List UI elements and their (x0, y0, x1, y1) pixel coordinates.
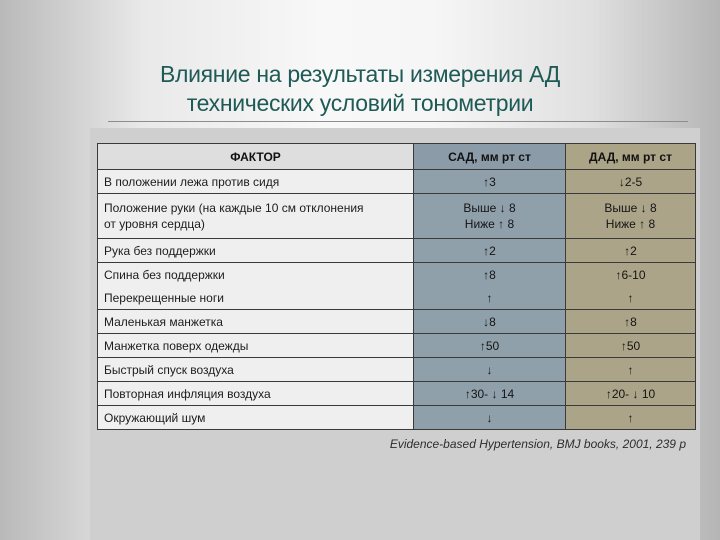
sad-value: ↓ (486, 362, 493, 377)
factor-text: В положении лежа против сидя (104, 174, 280, 189)
dad-cell (566, 310, 696, 334)
table-row (98, 170, 696, 194)
sad-value: ↑8 (483, 267, 496, 282)
dad-cell (566, 406, 696, 430)
sad-value: ↓ (486, 410, 493, 425)
sad-cell (414, 406, 566, 430)
table-row (98, 406, 696, 430)
dad-value: ↑ (627, 410, 634, 425)
factor-cell (98, 194, 414, 239)
factor-cell (98, 406, 414, 430)
header-sad: САД, мм рт ст (414, 144, 566, 170)
factor-text: Быстрый спуск воздуха (104, 362, 234, 377)
dad-value: ↑ (627, 362, 634, 377)
dad-value: ↑2 (624, 243, 637, 258)
factor-cell (98, 239, 414, 263)
factor-cell (98, 170, 414, 194)
sad-cell (414, 239, 566, 263)
sad-cell (414, 358, 566, 382)
table-row (98, 286, 696, 310)
dad-value: ↑ (627, 290, 634, 305)
dad-cell (566, 239, 696, 263)
factor-text: Повторная инфляция воздуха (104, 386, 271, 401)
sad-cell (414, 194, 566, 239)
table-header-row (98, 144, 696, 170)
factor-cell (98, 382, 414, 406)
sad-value: ↑3 (483, 174, 496, 189)
dad-cell (566, 334, 696, 358)
dad-cell (566, 194, 696, 239)
factor-cell (98, 358, 414, 382)
slide-title-line-1: Влияние на результаты измерения АД (159, 61, 561, 87)
sad-cell (414, 170, 566, 194)
dad-value: ↑6-10 (615, 267, 646, 282)
table-row (98, 194, 696, 239)
table-row (98, 382, 696, 406)
dad-value: ↑20- ↓ 10 (605, 386, 656, 401)
dad-cell (566, 170, 696, 194)
source-citation: Evidence-based Hypertension, BMJ books, 2001, 239 p (389, 437, 686, 451)
header-dad: ДАД, мм рт ст (566, 144, 696, 170)
factor-text: Спина без поддержки (104, 267, 225, 282)
dad-value: Выше ↓ 8 (604, 201, 657, 215)
sad-cell (414, 334, 566, 358)
sad-value: ↓8 (483, 314, 496, 329)
factor-cell (98, 286, 414, 310)
factor-cell (98, 263, 414, 287)
table-row (98, 263, 696, 287)
sad-value: Выше ↓ 8 (463, 201, 516, 215)
sad-value: ↑30- ↓ 14 (464, 386, 515, 401)
dad-cell (566, 382, 696, 406)
factor-text: от уровня сердца) (104, 217, 205, 231)
sad-cell (414, 310, 566, 334)
sad-value: ↑2 (483, 243, 496, 258)
factor-text: Перекрещенные ноги (104, 290, 224, 305)
factor-text: Маленькая манжетка (104, 314, 223, 329)
factor-cell (98, 310, 414, 334)
table-row (98, 310, 696, 334)
dad-value: ↑8 (624, 314, 637, 329)
factor-text: Положение руки (на каждые 10 см отклонения (104, 201, 364, 215)
factor-table (97, 143, 696, 430)
dad-value: ↓2-5 (618, 174, 643, 189)
sad-cell (414, 382, 566, 406)
dad-cell (566, 263, 696, 287)
sad-cell (414, 286, 566, 310)
sad-value: ↑50 (479, 338, 500, 353)
dad-value: Ниже ↑ 8 (605, 217, 656, 231)
factor-text: Манжетка поверх одежды (104, 338, 249, 353)
sad-value: Ниже ↑ 8 (464, 217, 515, 231)
sad-cell (414, 263, 566, 287)
title-divider (108, 121, 688, 122)
header-factor: ФАКТОР (98, 144, 414, 170)
slide-title-line-2: технических условий тонометрии (186, 90, 534, 116)
factor-text: Окружающий шум (104, 410, 206, 425)
dad-value: ↑50 (620, 338, 641, 353)
dad-cell (566, 358, 696, 382)
dad-cell (566, 286, 696, 310)
table-row (98, 358, 696, 382)
sad-value: ↑ (486, 290, 493, 305)
factor-cell (98, 334, 414, 358)
table-row (98, 239, 696, 263)
table-row (98, 334, 696, 358)
factor-text: Рука без поддержки (104, 243, 216, 258)
slide-title (60, 60, 660, 118)
